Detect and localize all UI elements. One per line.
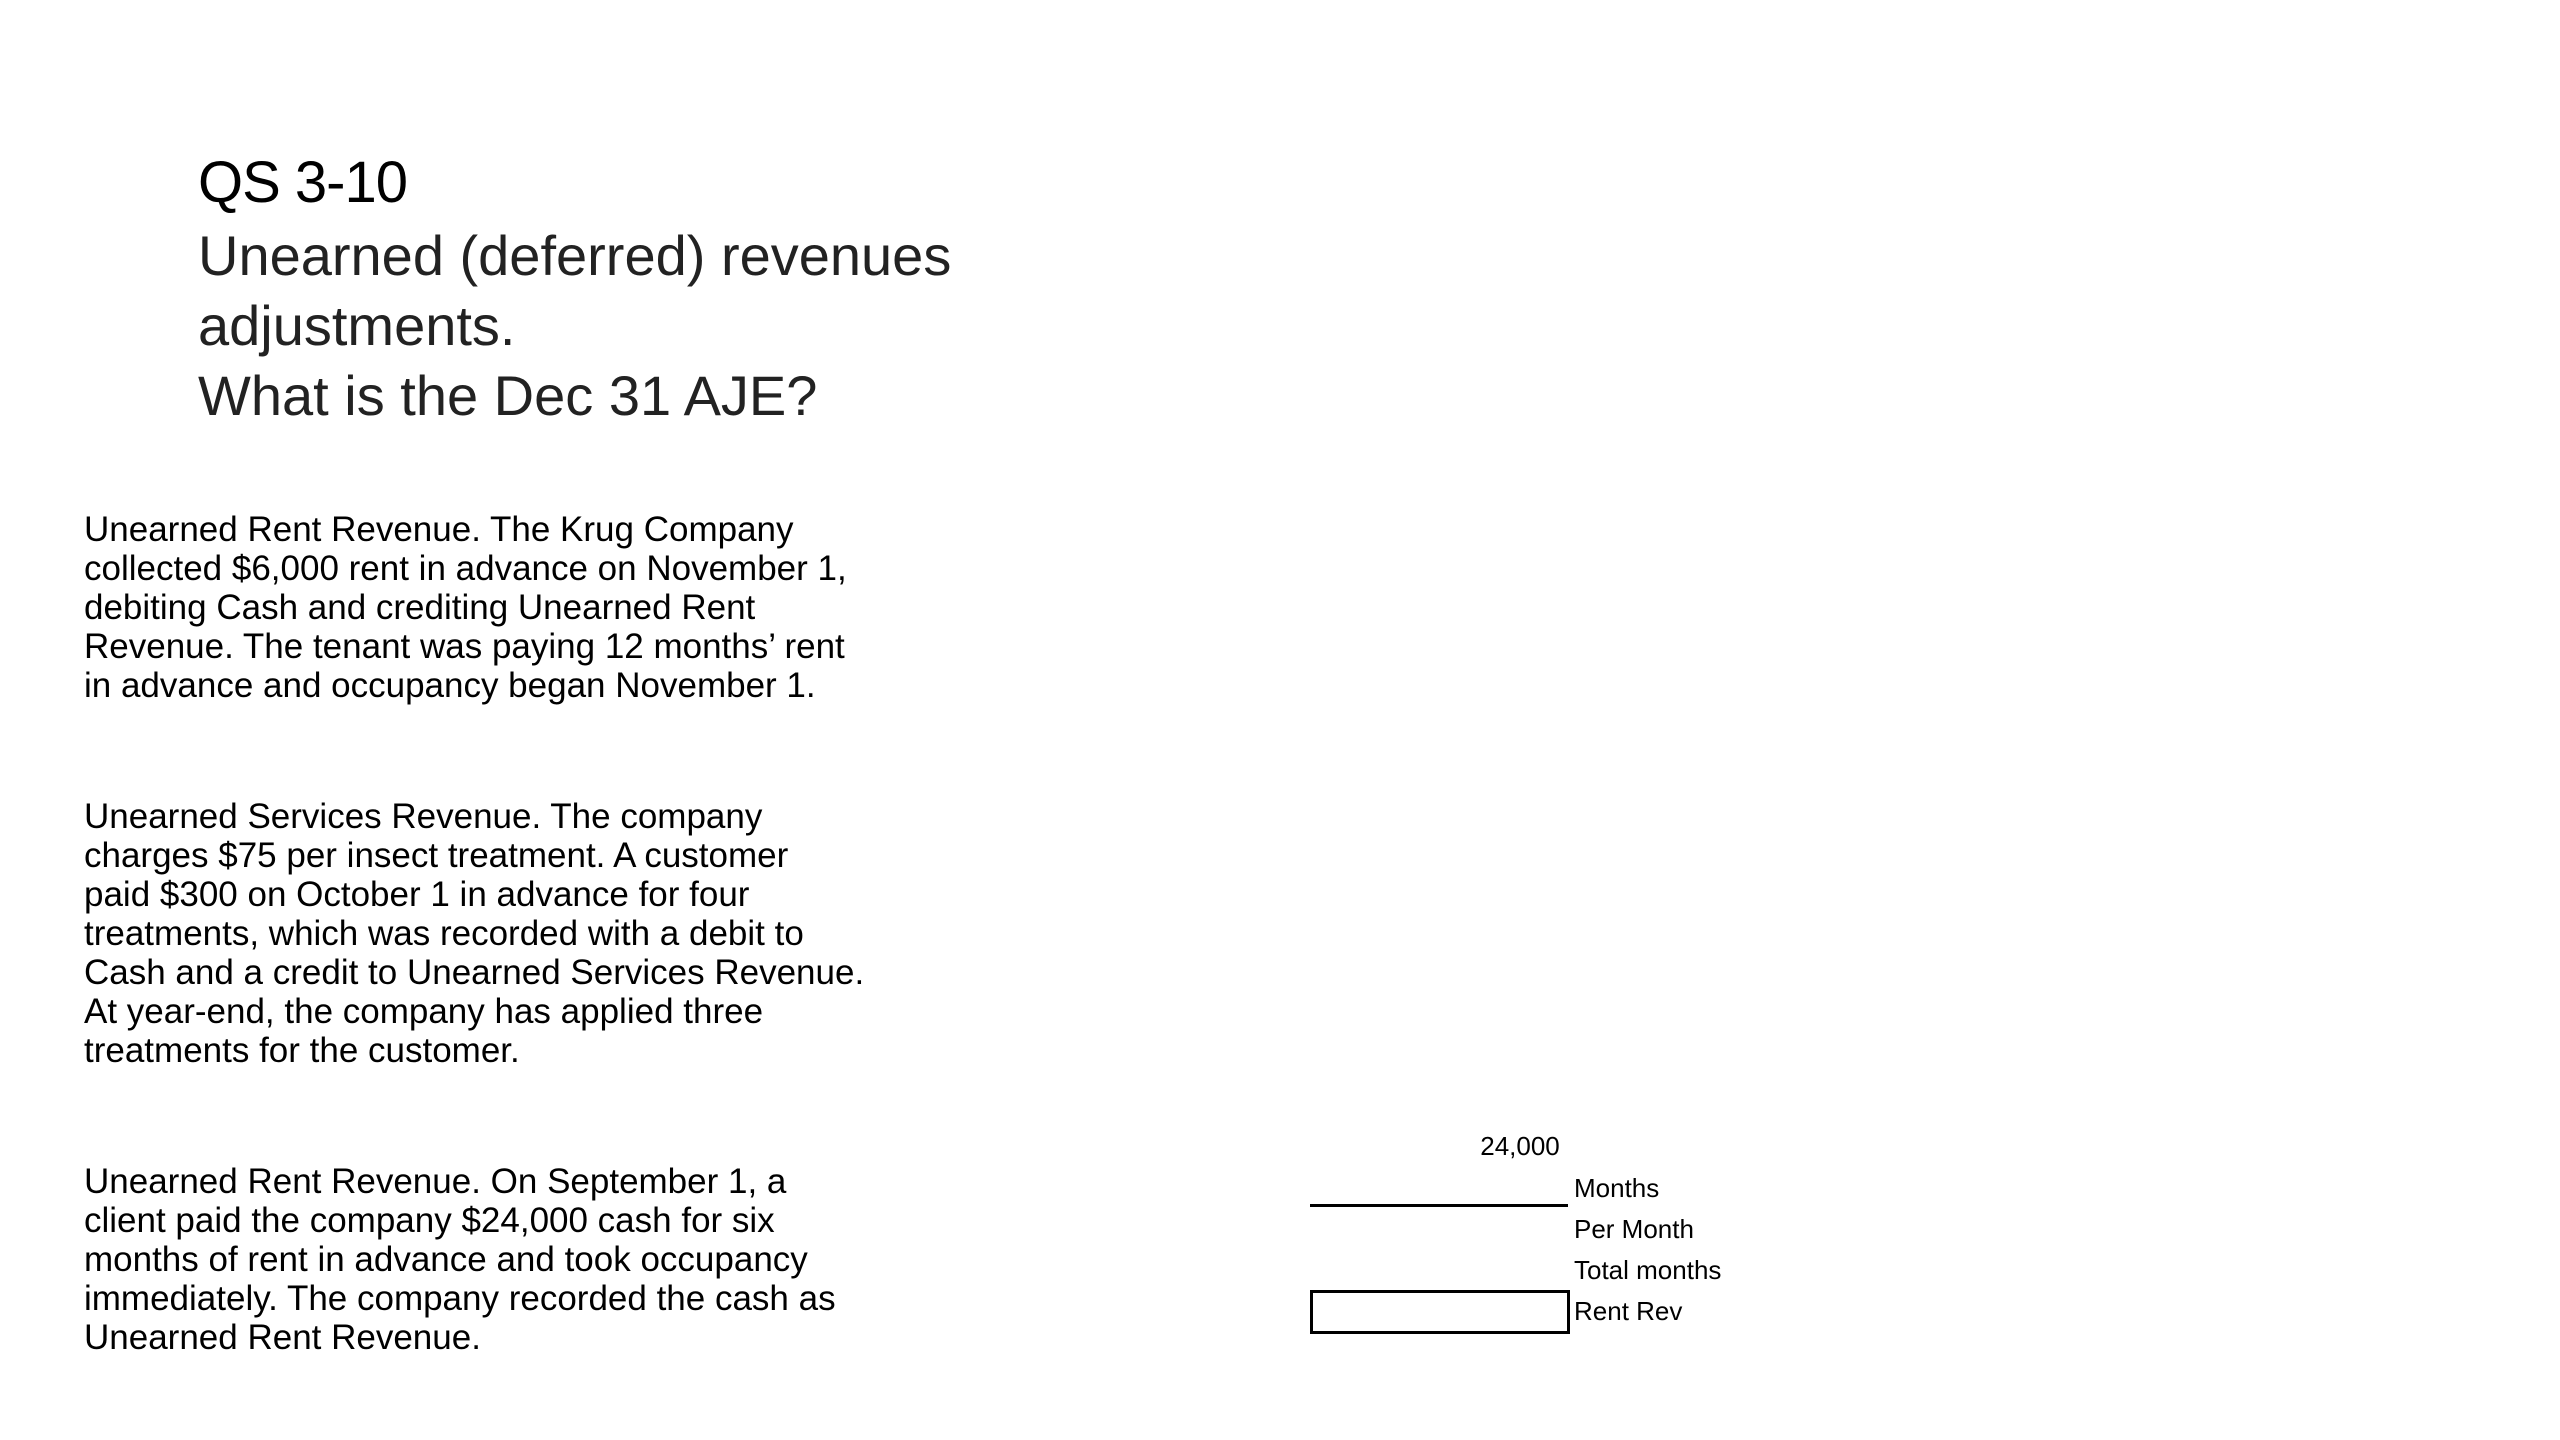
calc-amount: 24,000 bbox=[1480, 1131, 1560, 1161]
problem-text-line: treatments, which was recorded with a debit to bbox=[84, 914, 804, 953]
problem-text-line: client paid the company $24,000 cash for six bbox=[84, 1201, 775, 1240]
problem-unearned-rent-september bbox=[84, 1162, 984, 1357]
rent-calculation bbox=[1310, 1130, 1910, 1350]
calc-label-rent-rev: Rent Rev bbox=[1574, 1296, 1683, 1326]
answer-box bbox=[1310, 1290, 1570, 1334]
problem-text-line: Unearned Rent Revenue. The Krug Company bbox=[84, 510, 794, 549]
title-line-1: Unearned (deferred) revenues bbox=[198, 224, 952, 287]
problem-text-line: treatments for the customer. bbox=[84, 1031, 520, 1070]
problem-text-line: At year-end, the company has applied three bbox=[84, 992, 764, 1031]
title-code: QS 3-10 bbox=[198, 150, 407, 215]
division-line bbox=[1310, 1204, 1568, 1207]
problem-text-line: paid $300 on October 1 in advance for four bbox=[84, 875, 750, 914]
calc-label-months: Months bbox=[1574, 1173, 1660, 1203]
problem-text-line: immediately. The company recorded the cash as bbox=[84, 1279, 836, 1318]
problem-text-line: months of rent in advance and took occupancy bbox=[84, 1240, 808, 1279]
title-question: What is the Dec 31 AJE? bbox=[198, 364, 818, 427]
problem-text-line: collected $6,000 rent in advance on November 1, bbox=[84, 549, 847, 588]
calc-label-per-month: Per Month bbox=[1574, 1214, 1694, 1244]
problem-text-line: Cash and a credit to Unearned Services Revenue. bbox=[84, 953, 865, 992]
problem-text-line: charges $75 per insect treatment. A customer bbox=[84, 836, 789, 875]
problem-text-line: Unearned Rent Revenue. On September 1, a bbox=[84, 1162, 787, 1201]
problem-text-line: debiting Cash and crediting Unearned Rent bbox=[84, 588, 756, 627]
problem-text-line: in advance and occupancy began November 1. bbox=[84, 666, 816, 705]
problem-unearned-services bbox=[84, 797, 984, 1070]
problem-text-line: Revenue. The tenant was paying 12 months’ rent bbox=[84, 627, 845, 666]
calc-label-total-months: Total months bbox=[1574, 1255, 1722, 1285]
slide-title bbox=[198, 145, 1198, 431]
problem-text-line: Unearned Services Revenue. The company bbox=[84, 797, 763, 836]
problem-unearned-rent-krug bbox=[84, 510, 984, 705]
title-line-2: adjustments. bbox=[198, 294, 516, 357]
problem-text-line: Unearned Rent Revenue. bbox=[84, 1318, 481, 1357]
